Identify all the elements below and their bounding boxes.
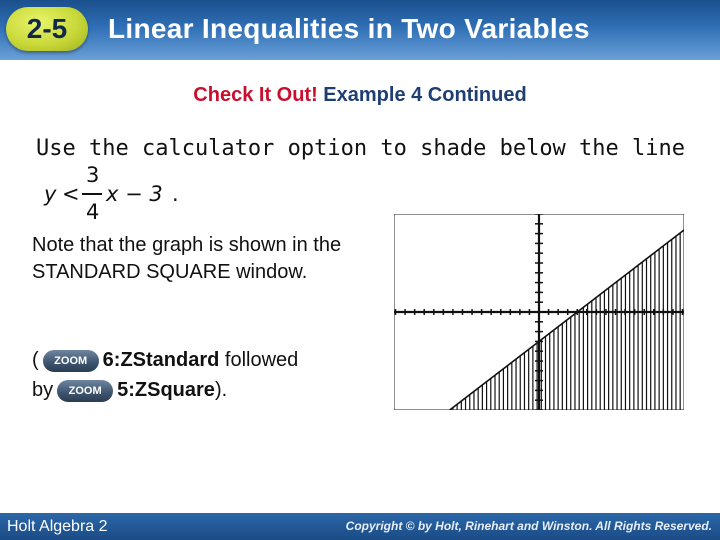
- zoom-key-instructions: [32, 345, 298, 405]
- eq-fraction-bar: [82, 193, 102, 195]
- by-text: by: [32, 379, 54, 401]
- lesson-number: 2-5: [26, 13, 68, 44]
- slide-title: Linear Inequalities in Two Variables: [108, 13, 590, 44]
- eq-denominator: 4: [86, 200, 100, 224]
- eq-numerator: 3: [86, 163, 100, 187]
- header-bar: [0, 0, 720, 60]
- lesson-badge: [6, 7, 88, 51]
- window-note: Note that the graph is shown in the STANDARD SQUARE window.: [32, 234, 342, 283]
- followed-text: followed: [219, 349, 299, 371]
- example-label: Example 4 Continued: [317, 84, 527, 106]
- check-it-out-label: Check It Out!: [193, 84, 318, 106]
- slide-subtitle: [0, 84, 720, 107]
- close-paren: ).: [214, 379, 228, 401]
- eq-y: y: [44, 182, 57, 206]
- instruction-text: Use the calculator option to shade below the line: [36, 136, 686, 161]
- eq-rhs: x − 3: [106, 182, 163, 206]
- footer-book-title: Holt Algebra 2: [7, 518, 108, 535]
- footer-copyright: Copyright © by Holt, Rinehart and Winston. All Rights Reserved.: [345, 519, 712, 533]
- zsquare-option: 5:ZSquare: [117, 379, 215, 401]
- zoom-key-button[interactable]: ZOOM: [43, 350, 99, 372]
- open-paren: (: [32, 349, 39, 371]
- calculator-graph-screen: [394, 214, 684, 410]
- keys-line-2: [32, 375, 298, 405]
- keys-line-1: [32, 345, 298, 375]
- zoom-key-button-2[interactable]: ZOOM: [57, 380, 113, 402]
- zstandard-option: 6:ZStandard: [102, 349, 220, 371]
- eq-less-than: <: [62, 182, 80, 206]
- eq-period: .: [172, 182, 179, 206]
- footer-bar: [0, 513, 720, 540]
